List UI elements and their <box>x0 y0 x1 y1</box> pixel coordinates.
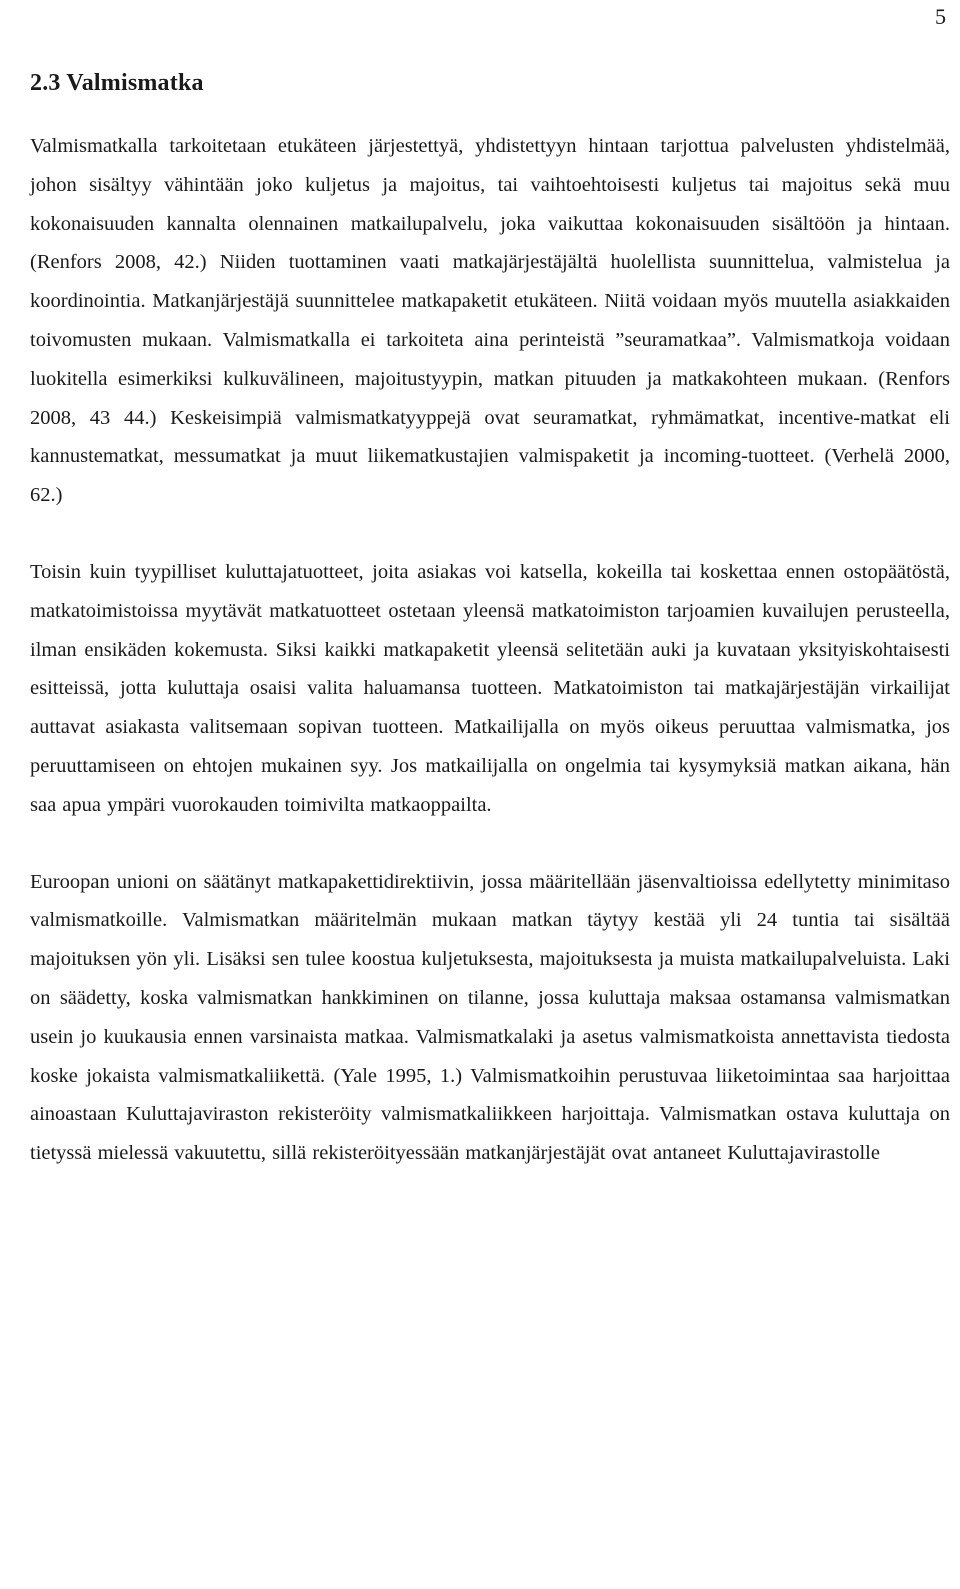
paragraph-gap <box>30 825 950 863</box>
paragraph-gap <box>30 515 950 553</box>
page-number: 5 <box>935 4 946 29</box>
paragraph-eu-directive: Euroopan unioni on säätänyt matkapakettidirektiivin, jossa määritellään jäsenvaltioissa edellytetty minimitaso valmismatkoille. Valmismatkan määritelmän mukaan matkan täytyy kestää yli 24 tuntia tai sisältää majoituksen yön yli. Lisäksi sen tulee koostua kuljetuksesta, majoituksesta ja muista matkailupalveluista. Laki on säädetty, koska valmismatkan hankkiminen on tilanne, jossa kuluttaja maksaa ostamansa valmismatkan usein jo kuukausia ennen varsinaista matkaa. Valmismatkalaki ja asetus valmismatkoista annettavista tiedosta koske jokaista valmismatkaliikettä. (Yale 1995, 1.) Valmismatkoihin perustuvaa liiketoimintaa saa harjoittaa ainoastaan Kuluttajaviraston rekisteröity valmismatkaliikkeen harjoittaja. Valmismatkan ostava kuluttaja on tietyssä mielessä vakuutettu, sillä rekisteröityessään matkanjärjestäjät ovat antaneet Kuluttajavirastolle <box>30 870 950 1165</box>
body-text <box>30 127 950 1173</box>
section-heading: 2.3 Valmismatka <box>30 70 204 96</box>
paragraph-consumer-products: Toisin kuin tyypilliset kuluttajatuotteet, joita asiakas voi katsella, kokeilla tai koskettaa ennen ostopäätöstä, matkatoimistoissa myytävät matkatuotteet ostetaan yleensä matkatoimiston tarjoamien kuvailujen perusteella, ilman ensikäden kokemusta. Siksi kaikki matkapaketit yleensä selitetään auki ja kuvataan yksityiskohtaisesti esitteissä, jotta kuluttaja osaisi valita haluamansa tuotteen. Matkatoimiston tai matkajärjestäjän virkailijat auttavat asiakasta valitsemaan sopivan tuotteen. Matkailijalla on myös oikeus peruuttaa valmismatka, jos peruuttamiseen on ehtojen mukainen syy. Jos matkailijalla on ongelmia tai kysymyksiä matkan aikana, hän saa apua ympäri vuorokauden toimivilta matkaoppailta. <box>30 560 950 816</box>
paragraph-valmismatka-definition: Valmismatkalla tarkoitetaan etukäteen järjestettyä, yhdistettyyn hintaan tarjottua palvelusten yhdistelmää, johon sisältyy vähintään joko kuljetus ja majoitus, tai vaihtoehtoisesti kuljetus tai majoitus sekä muu kokonaisuuden kannalta olennainen matkailupalvelu, joka vaikuttaa kokonaisuuden sisältöön ja hintaan. (Renfors 2008, 42.) Niiden tuottaminen vaati matkajärjestäjältä huolellista suunnittelua, valmistelua ja koordinointia. Matkanjärjestäjä suunnittelee matkapaketit etukäteen. Niitä voidaan myös muutella asiakkaiden toivomusten mukaan. Valmismatkalla ei tarkoiteta aina perinteistä ”seuramatkaa”. Valmismatkoja voidaan luokitella esimerkiksi kulkuvälineen, majoitustyypin, matkan pituuden ja matkakohteen mukaan. (Renfors 2008, 43 44.) Keskeisimpiä valmismatkatyyppejä ovat seuramatkat, ryhmämatkat, incentive-matkat eli kannustematkat, messumatkat ja muut liikematkustajien valmispaketit ja incoming-tuotteet. (Verhelä 2000, 62.) <box>30 135 950 507</box>
